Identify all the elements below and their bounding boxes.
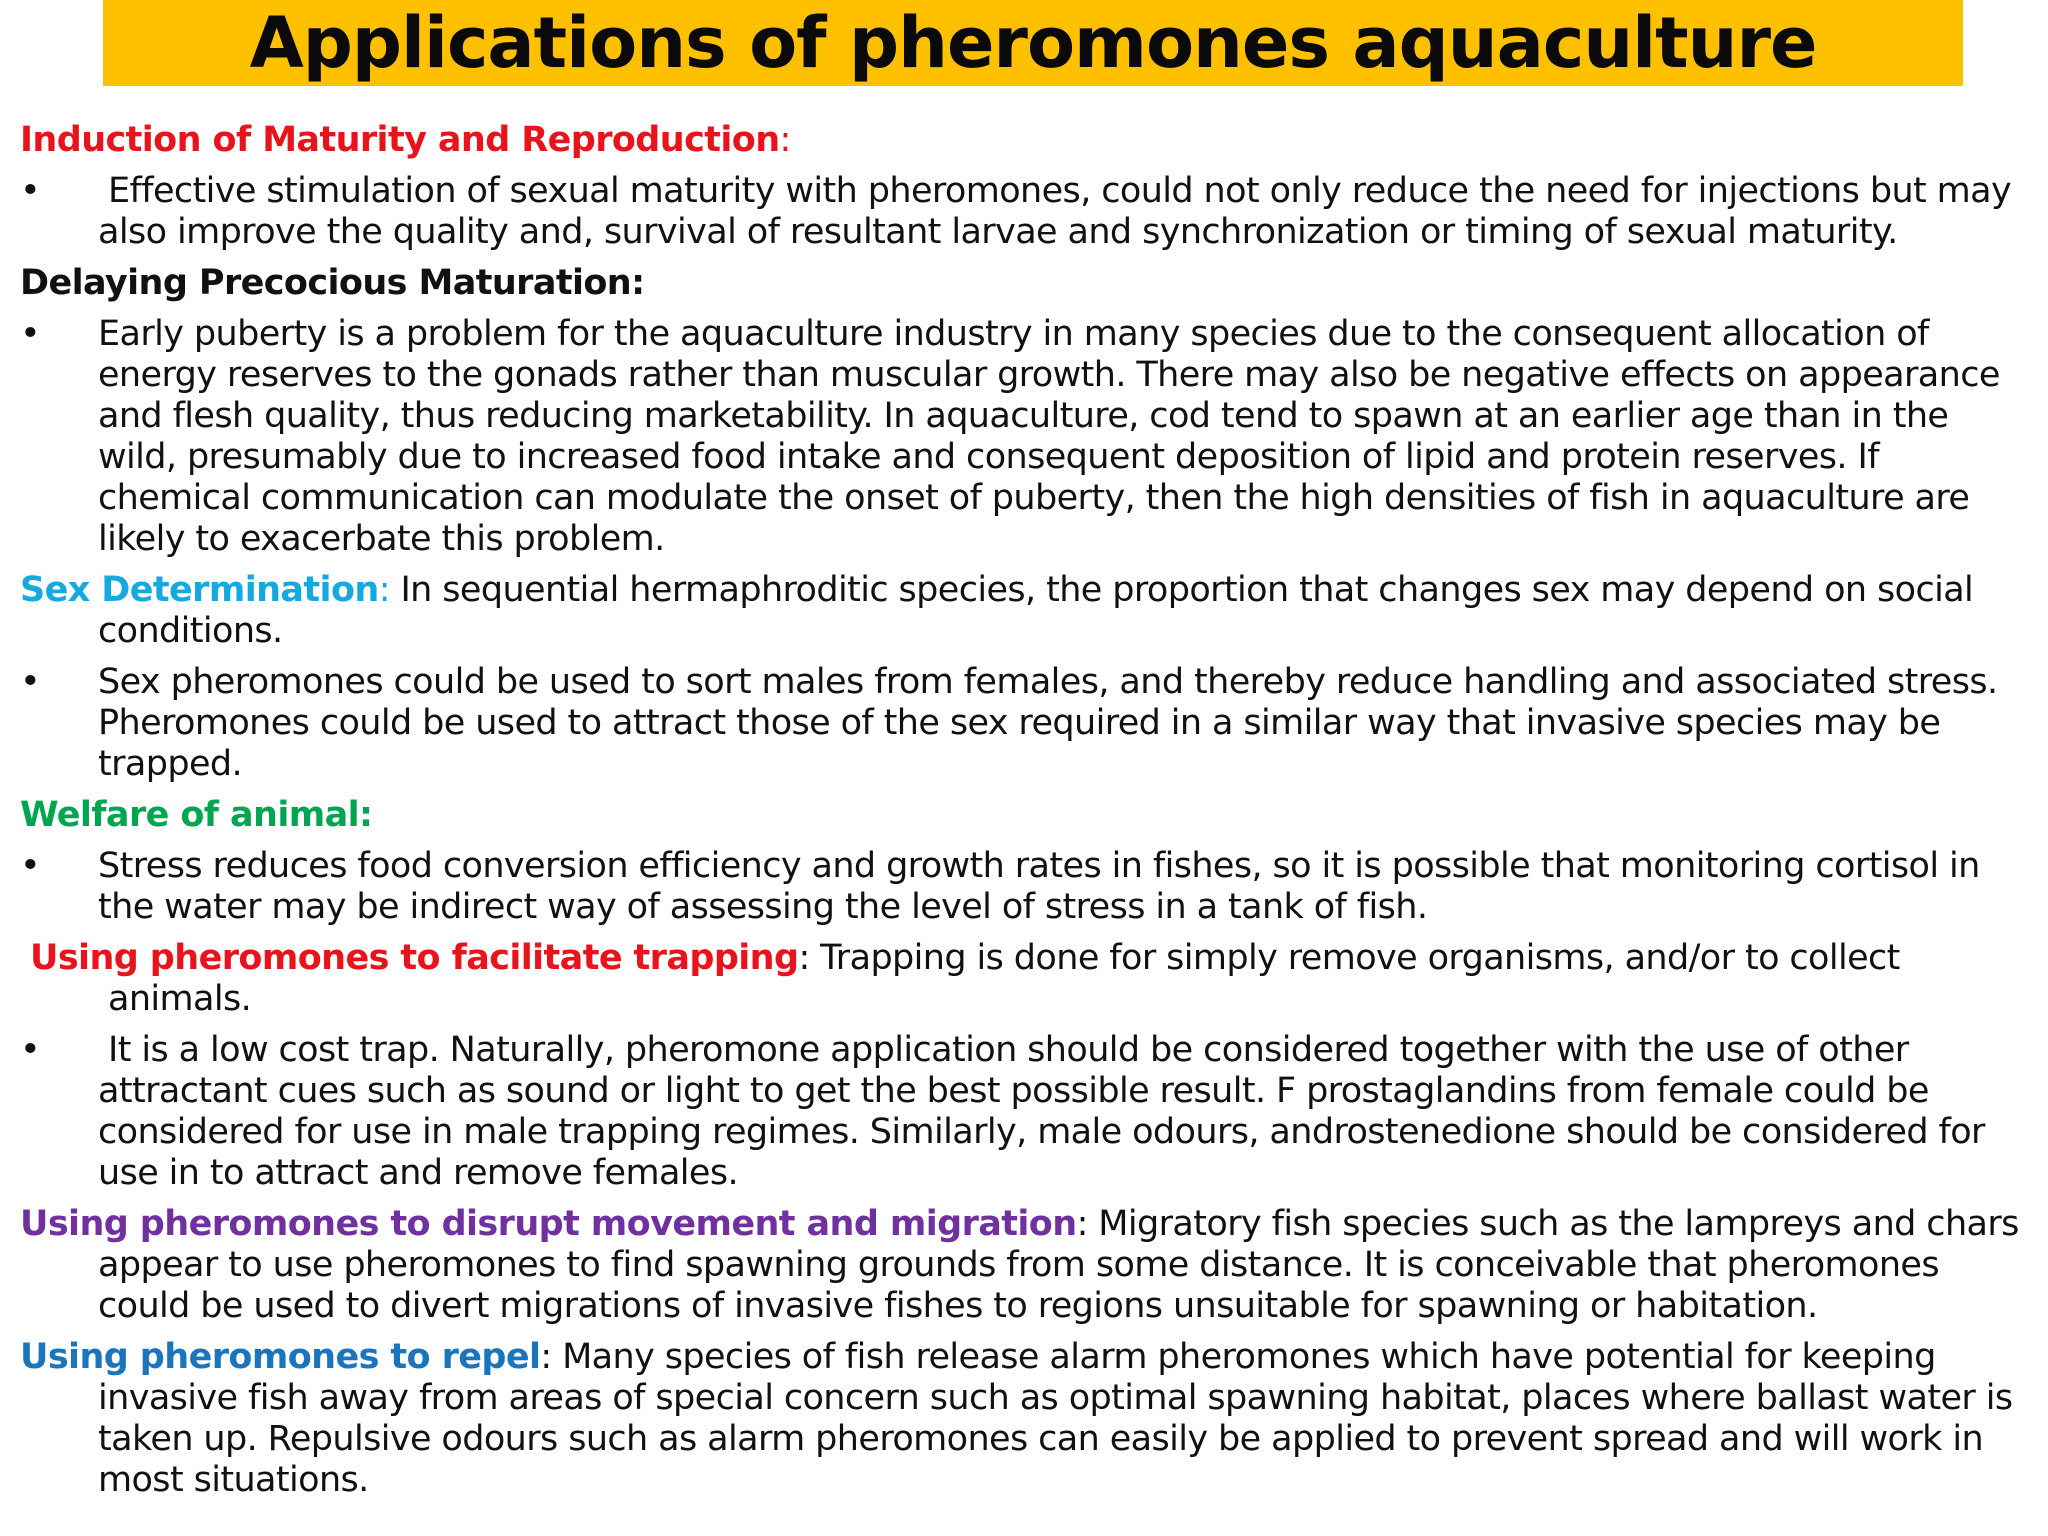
bullet-dot: • <box>20 171 41 211</box>
sex-determination-bullet-text: Sex pheromones could be used to sort males from females, and thereby reduce handling and associated stress. Pheromones could be used to attract those of the sex required in a similar way that invasive species may be trapped. <box>98 662 1998 784</box>
precocious-heading-text: Delaying Precocious Maturation: <box>20 263 645 303</box>
trapping-text: : Trapping is done for simply remove organisms, and/or to collect animals. <box>108 938 1900 1019</box>
induction-bullet-text: Effective stimulation of sexual maturity with pheromones, could not only reduce the need for injections but may also improve the quality and, survival of resultant larvae and synchronization or timing of sexual maturity. <box>98 171 2012 252</box>
welfare-bullet <box>20 846 2035 928</box>
precocious-bullet <box>20 314 2035 560</box>
section-welfare-heading <box>20 795 2035 836</box>
induction-heading-text: Induction of Maturity and Reproduction <box>20 120 780 160</box>
trapping-bullet-text: It is a low cost trap. Naturally, pheromone application should be considered together with the use of other attractant cues such as sound or light to get the best possible result. F prostaglandins from female could be considered for use in male trapping regimes. Similarly, male odours, androstenedione should be considered for use in to attract and remove females. <box>98 1030 1985 1193</box>
sex-determination-text: In sequential hermaphroditic species, the proportion that changes sex may depend on social conditions. <box>98 570 1974 651</box>
slide-content <box>20 120 2035 1511</box>
bullet-dot: • <box>20 846 41 886</box>
section-precocious-heading <box>20 263 2035 304</box>
migration-text: : Migratory fish species such as the lampreys and chars appear to use pheromones to find spawning grounds from some distance. It is conceivable that pheromones could be used to divert migrations of invasive fishes to regions unsuitable for spawning or habitation. <box>98 1204 2019 1326</box>
repel-text: : Many species of fish release alarm pheromones which have potential for keeping invasive fish away from areas of special concern such as optimal spawning habitat, places where ballast water is taken up. Repulsive odours such as alarm pheromones can easily be applied to prevent spread and will work in most situations. <box>98 1337 2013 1500</box>
section-migration <box>20 1204 2035 1327</box>
induction-bullet <box>20 171 2035 253</box>
page-title: Applications of pheromones aquaculture <box>249 2 1817 84</box>
section-repel <box>20 1337 2035 1501</box>
induction-heading-colon: : <box>779 120 791 160</box>
title-bar <box>103 0 1963 86</box>
bullet-dot: • <box>20 1030 41 1070</box>
section-sex-determination <box>20 570 2035 652</box>
migration-heading-text: Using pheromones to disrupt movement and migration <box>20 1204 1077 1244</box>
sex-determination-heading-text: Sex Determination <box>20 570 379 610</box>
trapping-bullet <box>20 1030 2035 1194</box>
bullet-dot: • <box>20 314 41 354</box>
trapping-heading-text: Using pheromones to facilitate trapping <box>30 938 799 978</box>
section-induction-heading <box>20 120 2035 161</box>
sex-determination-bullet <box>20 662 2035 785</box>
repel-heading-text: Using pheromones to repel <box>20 1337 541 1377</box>
sex-determination-colon: : <box>378 570 390 610</box>
welfare-heading-text: Welfare of animal: <box>20 795 373 835</box>
welfare-bullet-text: Stress reduces food conversion efficiency and growth rates in fishes, so it is possible that monitoring cortisol in the water may be indirect way of assessing the level of stress in a tank of fish. <box>98 846 1980 927</box>
bullet-dot: • <box>20 662 41 702</box>
section-trapping <box>20 938 2035 1020</box>
precocious-bullet-text: Early puberty is a problem for the aquaculture industry in many species due to the consequent allocation of energy reserves to the gonads rather than muscular growth. There may also be negative effects on appearance and flesh quality, thus reducing marketability. In aquaculture, cod tend to spawn at an earlier age than in the wild, presumably due to increased food intake and consequent deposition of lipid and protein reserves. If chemical communication can modulate the onset of puberty, then the high densities of fish in aquaculture are likely to exacerbate this problem. <box>98 314 2000 559</box>
